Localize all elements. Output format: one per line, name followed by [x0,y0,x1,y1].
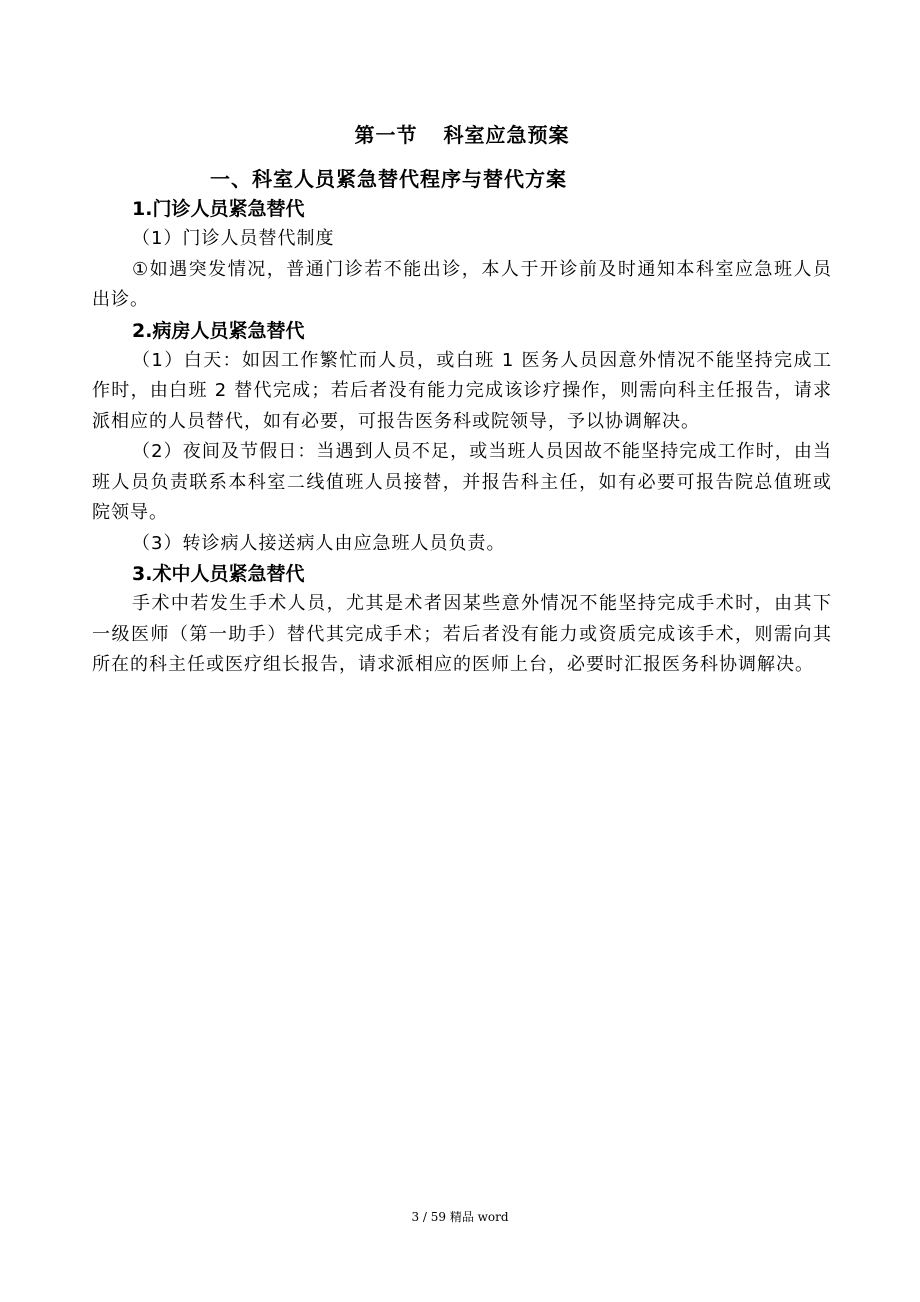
paragraph: （3）转诊病人接送病人由应急班人员负责。 [132,532,506,554]
paragraph: （1）门诊人员替代制度 [132,228,335,249]
paragraph: （1）白天：如因工作繁忙而人员，或白班 1 医务人员因意外情况不能坚持完成工作时，由白班 2 替代完成；若后者没有能力完成该诊疗操作，则需向科主任报告，请求派相应的人员替代，如有必要，可报告医务科或院领导，予以协调解决。 [92,349,832,432]
page-footer: 3 / 59 精品 word [411,1210,509,1224]
paragraph: 手术中若发生手术人员，尤其是术者因某些意外情况不能坚持完成手术时，由其下一级医师（第一助手）替代其完成手术；若后者没有能力或资质完成该手术，则需向其所在的科主任或医疗组长报告，请求派相应的医师上台，必要时汇报医务科协调解决。 [92,593,832,675]
subsection-title: 一、科室人员紧急替代程序与替代方案 [210,167,567,191]
item-heading-surgery: 3.术中人员紧急替代 [132,563,305,585]
item-heading-outpatient: 1.门诊人员紧急替代 [132,198,305,220]
document-body [92,120,832,681]
paragraph: ①如遇突发情况，普通门诊若不能出诊，本人于开诊前及时通知本科室应急班人员出诊。 [92,258,832,310]
section-name: 科室应急预案 [443,123,570,147]
paragraph: （2）夜间及节假日：当遇到人员不足，或当班人员因故不能坚持完成工作时，由当班人员负责联系本科室二线值班人员接替，并报告科主任，如有必要可报告院总值班或院领导。 [92,441,832,523]
section-title [92,120,832,150]
item-heading-ward: 2.病房人员紧急替代 [132,319,305,342]
section-number: 第一节 [354,123,418,147]
